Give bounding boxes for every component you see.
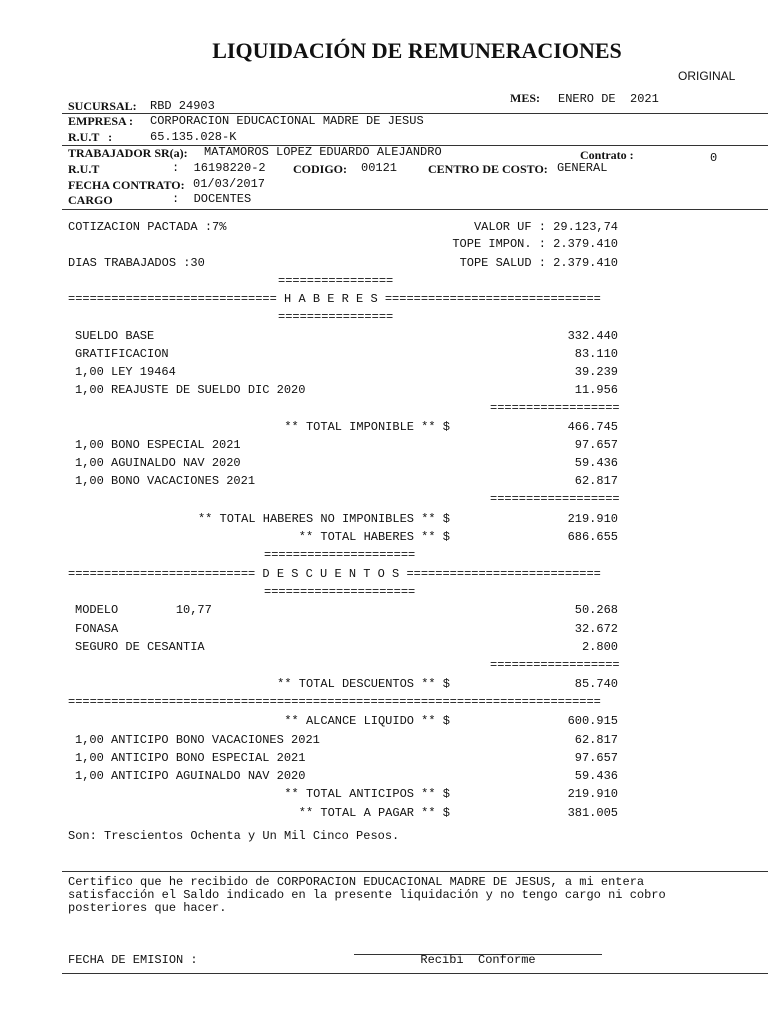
- line-item-desc: SEGURO DE CESANTIA: [75, 640, 205, 654]
- line-item-desc: 1,00 LEY 19464: [75, 365, 176, 379]
- total-pagar-label: ** TOTAL A PAGAR ** $: [298, 806, 450, 820]
- rut-empresa-value: 65.135.028-K: [150, 130, 237, 144]
- sucursal-label: SUCURSAL:: [68, 99, 137, 113]
- total-descuentos-amount: 85.740: [574, 677, 618, 691]
- cargo-value: : DOCENTES: [172, 192, 252, 206]
- cotizacion-pactada: COTIZACION PACTADA :7%: [68, 220, 227, 234]
- divider: [62, 973, 768, 974]
- total-imponible-amount: 466.745: [567, 420, 618, 434]
- line-item-amount: 59.436: [574, 456, 618, 470]
- separator: ================: [278, 310, 394, 324]
- line-item-amount: 62.817: [574, 474, 618, 488]
- line-item-amount: 32.672: [574, 622, 618, 636]
- total-descuentos-label: ** TOTAL DESCUENTOS ** $: [277, 677, 450, 691]
- total-imponible-label: ** TOTAL IMPONIBLE ** $: [284, 420, 450, 434]
- total-haberes-label: ** TOTAL HABERES ** $: [298, 530, 450, 544]
- line-item-amount: 2.800: [581, 640, 618, 654]
- total-anticipos-amount: 219.910: [567, 787, 618, 801]
- total-haberes-amount: 686.655: [567, 530, 618, 544]
- codigo-label: CODIGO:: [293, 162, 347, 176]
- separator: ==========================================================================: [68, 695, 601, 709]
- line-item-desc: 1,00 REAJUSTE DE SUELDO DIC 2020: [75, 383, 306, 397]
- page-title: LIQUIDACIÓN DE REMUNERACIONES: [212, 38, 622, 63]
- dias-trabajados: DIAS TRABAJADOS :30: [68, 256, 205, 270]
- certification-line: satisfacción el Saldo indicado en la presente liquidación y no tengo cargo ni cobro: [68, 888, 666, 902]
- line-item-desc: GRATIFICACION: [75, 347, 169, 361]
- separator: ==================: [490, 401, 620, 415]
- alcance-liquido-amount: 600.915: [567, 714, 618, 728]
- mes-value: ENERO DE 2021: [558, 92, 659, 106]
- centro-costo-value: GENERAL: [557, 161, 608, 175]
- line-item-desc: MODELO 10,77: [75, 603, 212, 617]
- line-item-desc: 1,00 ANTICIPO BONO VACACIONES 2021: [75, 733, 320, 747]
- centro-costo-label: CENTRO DE COSTO:: [428, 162, 548, 176]
- separator: =====================: [264, 585, 416, 599]
- line-item-desc: 1,00 ANTICIPO AGUINALDO NAV 2020: [75, 769, 306, 783]
- rut-trabajador-label: R.U.T: [68, 162, 100, 176]
- line-item-amount: 39.239: [574, 365, 618, 379]
- fecha-contrato-value: 01/03/2017: [193, 177, 266, 191]
- line-item-amount: 11.956: [574, 383, 618, 397]
- copy-label: ORIGINAL: [678, 69, 736, 83]
- line-item-amount: 50.268: [574, 603, 618, 617]
- mes-label: MES:: [510, 91, 540, 105]
- line-item-amount: 332.440: [567, 329, 618, 343]
- total-pagar-amount: 381.005: [567, 806, 618, 820]
- line-item-desc: FONASA: [75, 622, 119, 636]
- divider: [62, 209, 768, 210]
- separator: ==================: [490, 658, 620, 672]
- recibi-conforme-label: Recibi Conforme: [420, 953, 536, 967]
- tope-impon: TOPE IMPON. : 2.379.410: [452, 237, 618, 251]
- valor-uf: VALOR UF : 29.123,74: [473, 220, 618, 234]
- line-item-amount: 83.110: [574, 347, 618, 361]
- trabajador-label: TRABAJADOR SR(a):: [68, 146, 188, 160]
- separator: ================: [278, 274, 394, 288]
- line-item-amount: 97.657: [574, 438, 618, 452]
- divider: [62, 871, 768, 872]
- fecha-contrato-label: FECHA CONTRATO:: [68, 178, 185, 192]
- fecha-emision-label: FECHA DE EMISION :: [68, 953, 198, 967]
- line-item-amount: 59.436: [574, 769, 618, 783]
- contrato-value: 0: [710, 151, 718, 165]
- total-anticipos-label: ** TOTAL ANTICIPOS ** $: [284, 787, 450, 801]
- line-item-amount: 62.817: [574, 733, 618, 747]
- codigo-value: 00121: [361, 161, 398, 175]
- haberes-header: ============================= H A B E R E S ==============================: [68, 292, 601, 306]
- sucursal-value: RBD 24903: [150, 99, 215, 113]
- certification-line: posteriores que hacer.: [68, 901, 227, 915]
- empresa-value: CORPORACION EDUCACIONAL MADRE DE JESUS: [150, 114, 424, 128]
- line-item-desc: 1,00 BONO VACACIONES 2021: [75, 474, 256, 488]
- total-no-imponibles-label: ** TOTAL HABERES NO IMPONIBLES ** $: [197, 512, 450, 526]
- rut-trabajador-value: : 16198220-2: [172, 161, 266, 175]
- line-item-desc: 1,00 AGUINALDO NAV 2020: [75, 456, 241, 470]
- cargo-label: CARGO: [68, 193, 113, 207]
- alcance-liquido-label: ** ALCANCE LIQUIDO ** $: [284, 714, 450, 728]
- line-item-amount: 97.657: [574, 751, 618, 765]
- rut-empresa-label: R.U.T :: [68, 130, 113, 144]
- amount-in-words: Son: Trescientos Ochenta y Un Mil Cinco Pesos.: [68, 829, 400, 843]
- line-item-desc: SUELDO BASE: [75, 329, 155, 343]
- contrato-label: Contrato :: [580, 148, 634, 162]
- certification-line: Certifico que he recibido de CORPORACION EDUCACIONAL MADRE DE JESUS, a mi entera: [68, 875, 645, 889]
- line-item-desc: 1,00 BONO ESPECIAL 2021: [75, 438, 241, 452]
- tope-salud: TOPE SALUD : 2.379.410: [459, 256, 618, 270]
- line-item-desc: 1,00 ANTICIPO BONO ESPECIAL 2021: [75, 751, 306, 765]
- separator: ==================: [490, 492, 620, 506]
- total-no-imponibles-amount: 219.910: [567, 512, 618, 526]
- empresa-label: EMPRESA :: [68, 114, 134, 128]
- descuentos-header: ========================== D E S C U E N T O S ===========================: [68, 567, 601, 581]
- separator: =====================: [264, 548, 416, 562]
- trabajador-value: MATAMOROS LOPEZ EDUARDO ALEJANDRO: [204, 145, 442, 159]
